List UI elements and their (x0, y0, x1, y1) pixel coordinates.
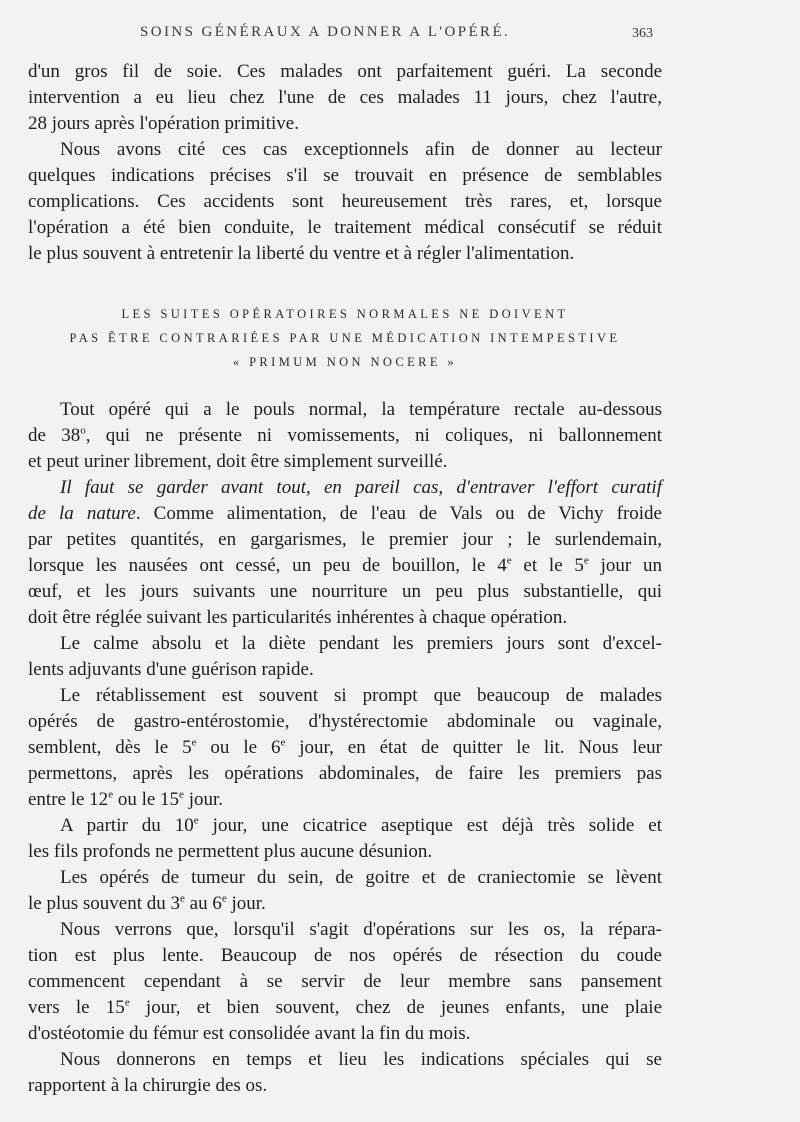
paragraph-breast-tumour (28, 865, 662, 917)
text-line: de la nature. Comme alimentation, de l'eau de Vals ou de Vichy froide (28, 503, 662, 524)
text-line: intervention a eu lieu chez l'une de ces malades 11 jours, chez l'autre, (28, 87, 662, 108)
section-heading-line: PAS ÊTRE CONTRARIÉES PAR UNE MÉDICATION INTEMPESTIVE (69, 331, 621, 345)
text-line: l'opération a été bien conduite, le traitement médical consécutif se réduit (28, 217, 662, 238)
text-line: Nous donnerons en temps et lieu les indications spéciales qui se (60, 1049, 662, 1070)
paragraph-continuation (28, 59, 662, 137)
text-line: d'un gros fil de soie. Ces malades ont parfaitement guéri. La seconde (28, 61, 662, 82)
text-line: par petites quantités, en gargarismes, le premier jour ; le surlendemain, (28, 529, 662, 550)
text-line: doit être réglée suivant les particularités inhérentes à chaque opération. (28, 607, 568, 628)
paragraph-bone-operations (28, 917, 662, 1047)
text-line: le plus souvent à entretenir la liberté du ventre et à régler l'alimentation. (28, 243, 575, 264)
text-line: Tout opéré qui a le pouls normal, la température rectale au-dessous (60, 399, 662, 420)
text-line: commencent cependant à se servir de leur membre sans pansement (28, 971, 662, 992)
paragraph-closing (28, 1047, 662, 1099)
text-line: tion est plus lente. Beaucoup de nos opérés de résection du coude (28, 945, 662, 966)
running-title: SOINS GÉNÉRAUX A DONNER A L'OPÉRÉ. (140, 24, 511, 40)
text-line: les fils profonds ne permettent plus aucune désunion. (28, 841, 433, 862)
text-line: rapportent à la chirurgie des os. (28, 1075, 268, 1096)
text-line: d'ostéotomie du fémur est consolidée avant la fin du mois. (28, 1023, 471, 1044)
text-line: et peut uriner librement, doit être simplement surveillé. (28, 451, 448, 472)
text-line-italic: Il faut se garder avant tout, en pareil cas, d'entraver l'effort curatif (60, 477, 662, 498)
text-line: quelques indications précises s'il se trouvait en présence de semblables (28, 165, 662, 186)
text-line: permettons, après les opérations abdominales, de faire les premiers pas (28, 763, 662, 784)
text-line: vers le 15e jour, et bien souvent, chez de jeunes enfants, une plaie (28, 996, 662, 1018)
paragraph-calm (28, 631, 662, 683)
text-line: lents adjuvants d'une guérison rapide. (28, 659, 314, 680)
text-line: Nous avons cité ces cas exceptionnels afin de donner au lecteur (60, 139, 662, 160)
paragraph-recovery (28, 683, 662, 813)
section-heading (28, 302, 662, 374)
paragraph-nature (28, 475, 662, 631)
text-line: semblent, dès le 5e ou le 6e jour, en état de quitter le lit. Nous leur (28, 736, 662, 758)
text-line: entre le 12e ou le 15e jour. (28, 788, 223, 810)
paragraph-exceptional-cases (28, 137, 662, 267)
text-line: Les opérés de tumeur du sein, de goitre et de craniectomie se lèvent (60, 867, 662, 888)
section-heading-motto: « PRIMUM NON NOCERE » (232, 355, 458, 369)
paragraph-normal-pulse (28, 397, 662, 475)
text-line: Nous verrons que, lorsqu'il s'agit d'opérations sur les os, la répara- (60, 919, 662, 940)
page-number: 363 (632, 26, 653, 41)
text-line: œuf, et les jours suivants une nourriture un peu plus substantielle, qui (28, 581, 662, 602)
text-line: opérés de gastro-entérostomie, d'hystérectomie abdominale ou vaginale, (28, 711, 662, 732)
section-heading-line: LES SUITES OPÉRATOIRES NORMALES NE DOIVENT (121, 307, 569, 321)
text-line: complications. Ces accidents sont heureusement très rares, et, lorsque (28, 191, 662, 212)
text-line: 28 jours après l'opération primitive. (28, 113, 299, 134)
paragraph-tenth-day (28, 813, 662, 865)
text-line: de 38$^o$, qui ne présente ni vomissements, ni coliques, ni ballonnement (28, 424, 662, 446)
text-line: Le calme absolu et la diète pendant les premiers jours sont d'excel- (60, 633, 662, 654)
text-line: A partir du 10e jour, une cicatrice aseptique est déjà très solide et (60, 814, 662, 836)
text-line: lorsque les nausées ont cessé, un peu de bouillon, le 4e et le 5e jour un (28, 554, 662, 576)
text-line: Le rétablissement est souvent si prompt que beaucoup de malades (60, 685, 662, 706)
text-line: le plus souvent du 3e au 6e jour. (28, 892, 266, 914)
